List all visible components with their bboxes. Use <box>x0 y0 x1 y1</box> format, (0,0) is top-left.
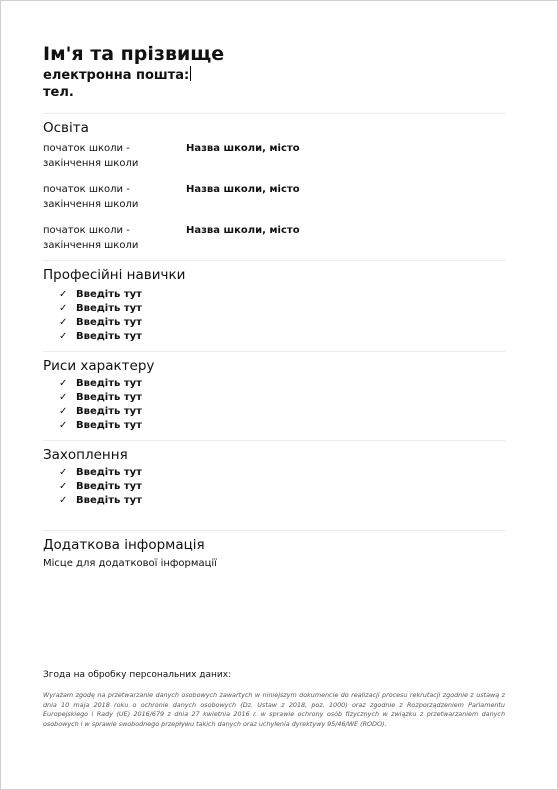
list-item[interactable] <box>59 494 505 508</box>
list-item[interactable] <box>59 480 505 494</box>
list-item-text: Введіть тут <box>76 289 142 300</box>
section-divider <box>43 260 505 261</box>
section-title-additional: Додаткова інформація <box>43 537 205 553</box>
checkmark-icon: ✓ <box>59 289 68 300</box>
text-cursor <box>190 66 191 81</box>
list-item-text: Введіть тут <box>76 392 142 403</box>
education-school: Назва школи, місто <box>186 184 300 195</box>
education-school: Назва школи, місто <box>186 143 300 154</box>
consent-clause: Wyrażam zgodę na przetwarzanie danych osobowych zawartych w niniejszym dokumencie do realizacji procesu rekrutacji zgodnie z ustawą z dnia 10 maja 2018 roku o ochronie danych osobowych (Dz. Ustaw z 2018, poz. 1000) oraz zgodnie z Rozporządzeniem Parlamentu Europejskiego i Rady (UE) 2016/679 z dnia 27 kwietnia 2016 r. w sprawie ochrony osób fizycznych w związku z przetwarzaniem danych osobowych i w sprawie swobodnego przepływu takich danych oraz uchylenia dyrektywy 95/46/WE (RODO). <box>43 691 505 728</box>
education-dates-start: початок школи - <box>43 225 130 236</box>
section-divider <box>43 440 505 441</box>
skills-section <box>43 266 505 344</box>
section-divider <box>43 530 505 531</box>
education-dates <box>43 182 186 212</box>
education-school: Назва школи, місто <box>186 225 300 236</box>
list-item-text: Введіть тут <box>76 331 142 342</box>
education-dates-end: закінчення школи <box>43 199 139 210</box>
checkmark-icon: ✓ <box>59 392 68 403</box>
email-line[interactable] <box>43 66 505 84</box>
checkmark-icon: ✓ <box>59 481 68 492</box>
hobbies-list <box>43 466 505 508</box>
education-dates-end: закінчення школи <box>43 240 139 251</box>
consent-section <box>43 669 505 729</box>
list-item[interactable] <box>59 377 505 391</box>
checkmark-icon: ✓ <box>59 378 68 389</box>
traits-section <box>43 357 505 433</box>
checkmark-icon: ✓ <box>59 331 68 342</box>
education-entry[interactable] <box>43 223 505 253</box>
section-title-traits: Риси характеру <box>43 358 155 374</box>
skills-list <box>43 288 505 344</box>
list-item-text: Введіть тут <box>76 378 142 389</box>
phone-line[interactable]: тел. <box>43 85 74 100</box>
checkmark-icon: ✓ <box>59 495 68 506</box>
list-item[interactable] <box>59 302 505 316</box>
additional-section <box>43 536 505 571</box>
list-item-text: Введіть тут <box>76 303 142 314</box>
list-item-text: Введіть тут <box>76 467 142 478</box>
traits-list <box>43 377 505 433</box>
list-item[interactable] <box>59 316 505 330</box>
list-item[interactable] <box>59 391 505 405</box>
list-item[interactable] <box>59 288 505 302</box>
section-divider <box>43 351 505 352</box>
education-dates-start: початок школи - <box>43 143 130 154</box>
list-item-text: Введіть тут <box>76 481 142 492</box>
hobbies-section <box>43 446 505 508</box>
section-title-skills: Професійні навички <box>43 267 186 283</box>
section-title-hobbies: Захоплення <box>43 447 128 463</box>
full-name[interactable]: Ім'я та прізвище <box>43 43 225 65</box>
list-item[interactable] <box>59 405 505 419</box>
resume-content <box>43 42 505 729</box>
list-item-text: Введіть тут <box>76 420 142 431</box>
additional-info-text[interactable]: Місце для додаткової інформації <box>43 558 217 569</box>
education-dates-end: закінчення школи <box>43 158 139 169</box>
section-title-education: Освіта <box>43 120 89 136</box>
education-section <box>43 119 505 253</box>
list-item[interactable] <box>59 330 505 344</box>
checkmark-icon: ✓ <box>59 467 68 478</box>
list-item[interactable] <box>59 419 505 433</box>
education-dates-start: початок школи - <box>43 184 130 195</box>
checkmark-icon: ✓ <box>59 420 68 431</box>
list-item-text: Введіть тут <box>76 317 142 328</box>
education-dates <box>43 223 186 253</box>
list-item-text: Введіть тут <box>76 406 142 417</box>
education-entry[interactable] <box>43 182 505 212</box>
checkmark-icon: ✓ <box>59 303 68 314</box>
list-item[interactable] <box>59 466 505 480</box>
education-dates <box>43 141 186 171</box>
checkmark-icon: ✓ <box>59 406 68 417</box>
resume-header <box>43 42 505 101</box>
section-divider <box>43 113 505 114</box>
email-label: електронна пошта: <box>43 68 190 83</box>
consent-title: Згода на обробку персональних даних: <box>43 670 232 680</box>
checkmark-icon: ✓ <box>59 317 68 328</box>
list-item-text: Введіть тут <box>76 495 142 506</box>
education-entry[interactable] <box>43 141 505 171</box>
